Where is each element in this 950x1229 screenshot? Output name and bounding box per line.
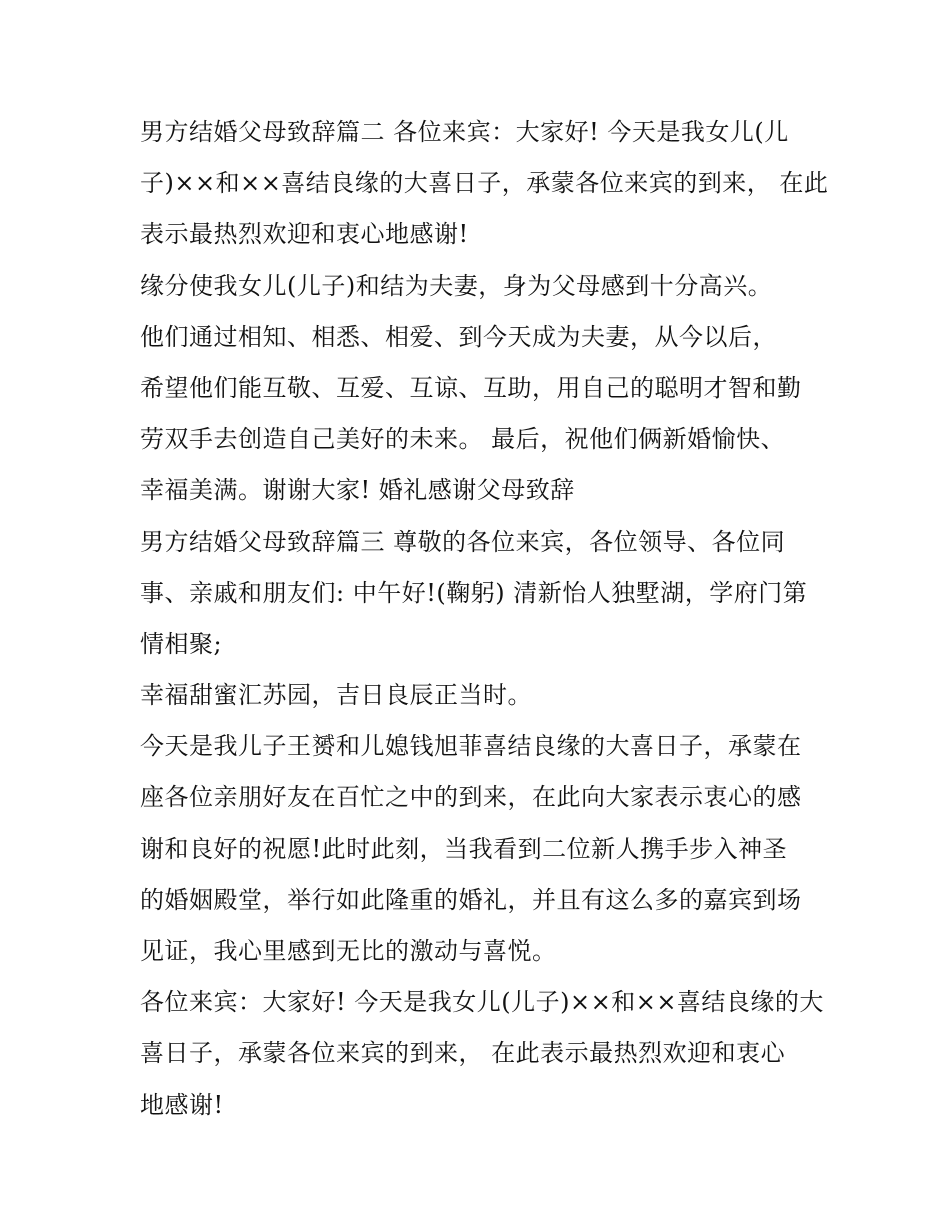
text-line: 喜日子，承蒙各位来宾的到来， 在此表示最热烈欢迎和衷心 <box>140 1039 786 1068</box>
text-line: 的婚姻殿堂，举行如此隆重的婚礼，并且有这么多的嘉宾到场 <box>140 885 802 914</box>
text-line: 谢和良好的祝愿!此时此刻，当我看到二位新人携手步入神圣 <box>140 834 788 863</box>
text-line: 幸福美满。谢谢大家! 婚礼感谢父母致辞 <box>140 476 575 505</box>
text-line: 男方结婚父母致辞篇二 各位来宾：大家好! 今天是我女儿(儿 <box>140 118 789 146</box>
text-line: 缘分使我女儿(儿子)和结为夫妻，身为父母感到十分高兴。 <box>140 271 773 300</box>
text-line: 今天是我儿子王赟和儿媳钱旭菲喜结良缘的大喜日子，承蒙在 <box>140 732 802 761</box>
text-line: 劳双手去创造自己美好的未来。 最后，祝他们俩新婚愉快、 <box>140 425 786 454</box>
text-line: 他们通过相知、相悉、相爱、到今天成为夫妻，从今以后， <box>140 322 777 351</box>
text-line: 子)××和××喜结良缘的大喜日子，承蒙各位来宾的到来， 在此 <box>140 169 829 198</box>
text-line: 各位来宾：大家好! 今天是我女儿(儿子)××和××喜结良缘的大 <box>140 988 824 1017</box>
text-line: 表示最热烈欢迎和衷心地感谢! <box>140 220 469 249</box>
text-line: 事、亲戚和朋友们: 中午好!(鞠躬) 清新怡人独墅湖，学府门第 <box>140 578 808 607</box>
text-line: 幸福甜蜜汇苏园，吉日良辰正当时。 <box>140 681 532 710</box>
text-line: 地感谢! <box>140 1090 224 1119</box>
text-line: 男方结婚父母致辞篇三 尊敬的各位来宾，各位领导、各位同 <box>140 527 786 556</box>
text-line: 座各位亲朋好友在百忙之中的到来，在此向大家表示衷心的感 <box>140 783 802 812</box>
text-line: 希望他们能互敬、互爱、互谅、互助，用自己的聪明才智和勤 <box>140 373 802 402</box>
text-line: 情相聚; <box>140 629 223 658</box>
body-text <box>140 107 829 1131</box>
text-line: 见证，我心里感到无比的激动与喜悦。 <box>140 937 557 965</box>
